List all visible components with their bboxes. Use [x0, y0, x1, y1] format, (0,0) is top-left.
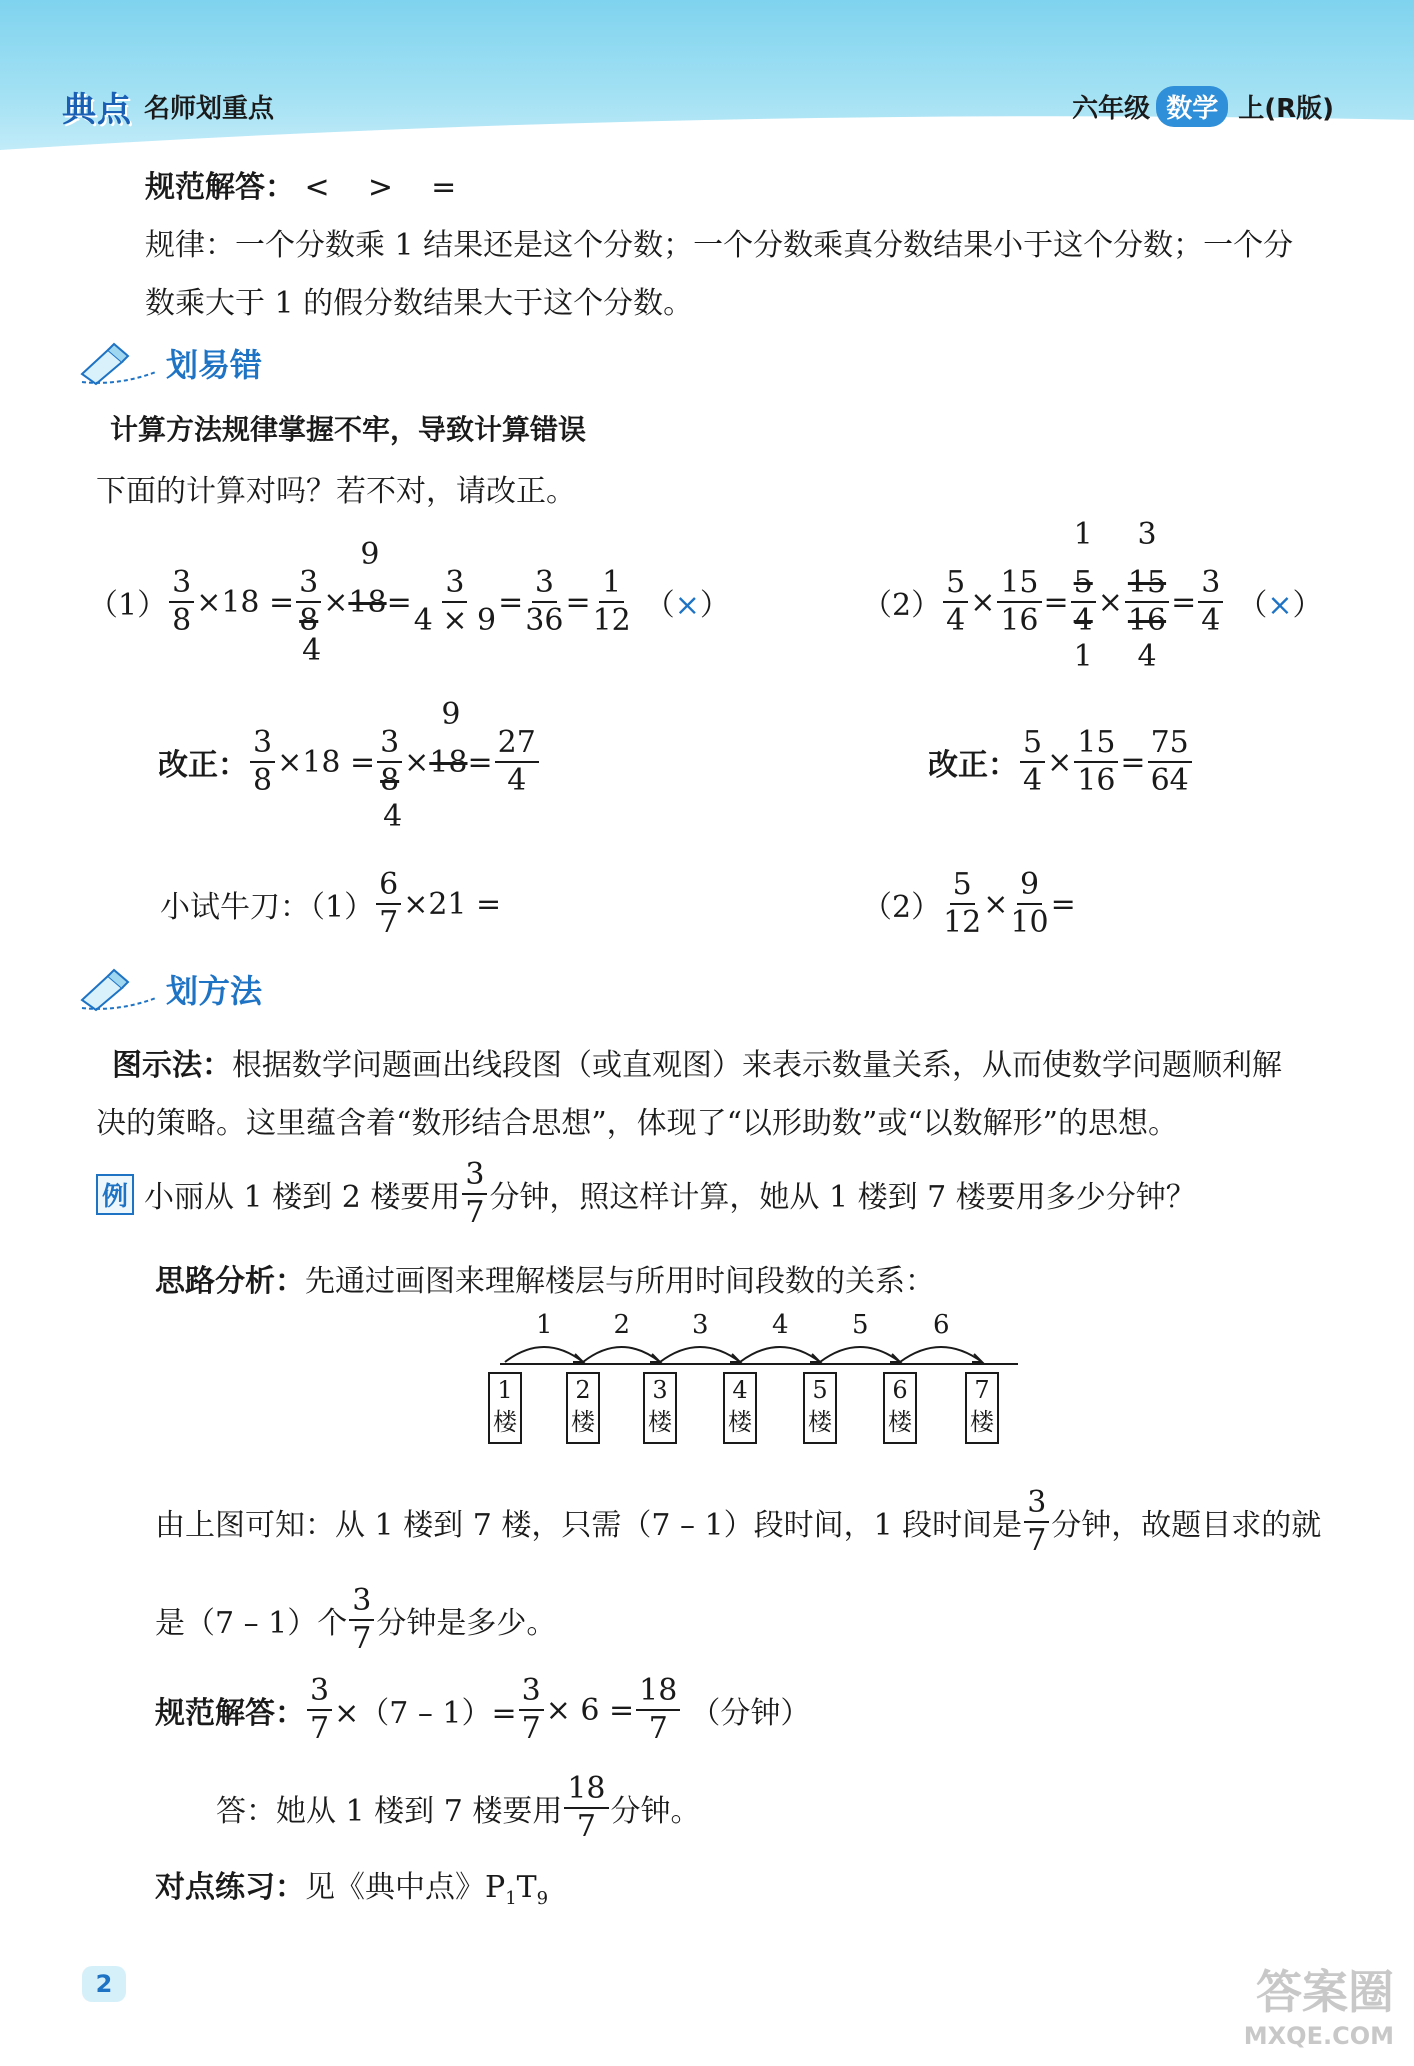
- cancel-top: 1: [1073, 517, 1093, 552]
- fix-label: 改正：: [158, 748, 248, 783]
- segment-arc: [900, 1347, 982, 1362]
- page-number: 2: [82, 1966, 126, 2002]
- cancel-top: 9: [441, 696, 461, 732]
- answer-label: 规范解答：: [145, 170, 295, 205]
- floor-box: [723, 1372, 757, 1444]
- fraction: $\frac{3}{4 \times 9}$: [413, 565, 497, 638]
- fraction: $\frac{5}{12}$: [943, 867, 982, 940]
- fraction: $\frac{3}{7}$: [307, 1676, 332, 1744]
- watermark: 答案圈 MXQE.COM: [1243, 1965, 1394, 2050]
- segment-arc: [505, 1347, 583, 1362]
- fraction: $\frac{15}{16}$: [997, 568, 1041, 636]
- cancel-bottom: 4: [383, 799, 403, 834]
- fraction: $\frac{3}{4}$: [1198, 568, 1223, 636]
- floor-number: 1: [497, 1376, 513, 1404]
- floor-box: [803, 1372, 837, 1444]
- fraction: $\frac{15}{16}$: [1074, 728, 1118, 796]
- floor-number: 4: [732, 1376, 748, 1404]
- practice-2: （2） $\frac{5}{12}$ × $\frac{9}{10}$ =: [862, 867, 1076, 940]
- cancel-top: 9: [360, 536, 380, 572]
- grade-text: 六年级: [1072, 94, 1151, 124]
- cancelled-number: 18 9: [429, 696, 468, 780]
- practice-reference: 对点练习：见《典中点》$P_1T_9$: [155, 1870, 549, 1909]
- cancel-top: 3: [1137, 517, 1157, 552]
- cancel-bottom: 4: [1137, 639, 1157, 674]
- cancel-bottom: 1: [1073, 639, 1093, 674]
- pencil-icon: [78, 964, 160, 1014]
- fraction: $\frac{75}{64}$: [1148, 728, 1192, 796]
- answer-symbols: < > =: [304, 170, 457, 205]
- segment-label: 4: [772, 1310, 789, 1340]
- floor-unit: 楼: [571, 1408, 595, 1436]
- error-section-title: 划易错: [166, 346, 263, 384]
- floor-box: [566, 1372, 600, 1444]
- segment-label: 1: [536, 1310, 553, 1340]
- segment-label: 3: [692, 1310, 709, 1340]
- analysis-label: 思路分析：: [155, 1264, 305, 1299]
- fraction: $\frac{3}{7}$: [519, 1676, 544, 1744]
- solution-line: 规范解答： $\frac{3}{7}$ ×（7 – 1）= $\frac{3}{7}$ × 6 = $\frac{18}{7}$ （分钟）: [155, 1673, 811, 1746]
- practice-1: 小试牛刀：（1） $\frac{6}{7}$ ×21 =: [160, 867, 502, 940]
- fraction-cancelled: 1 5 4 1: [1071, 568, 1096, 636]
- floor-unit: 楼: [808, 1408, 832, 1436]
- brand-logo: 典点: [62, 90, 132, 130]
- fraction: $\frac{27}{4}$: [495, 728, 539, 796]
- practice-2-label: （2）: [862, 890, 942, 925]
- problem-2: （2） $\frac{5}{4}$ × $\frac{15}{16}$ = 1 5 4 1 × 3 15 16 4 = $\frac{3}{4}$ （×）: [862, 517, 1323, 674]
- example-question: 例 小丽从 1 楼到 2 楼要用 $\frac{3}{7}$ 分钟，照这样计算，她从 1 楼到 7 楼要用多少分钟？: [96, 1160, 1196, 1228]
- problem-1-label: （1）: [88, 588, 168, 623]
- fraction: $\frac{1}{12}$: [592, 565, 631, 638]
- cancel-bottom: 4: [302, 633, 322, 668]
- floor-box: [965, 1372, 999, 1444]
- problem-2-label: （2）: [862, 588, 942, 623]
- fraction: $\frac{5}{4}$: [943, 568, 968, 636]
- fraction: $\frac{18}{7}$: [564, 1774, 608, 1842]
- fraction: $\frac{3}{36}$: [525, 565, 564, 638]
- edition-text: 上(R版): [1238, 94, 1334, 124]
- floor-unit: 楼: [970, 1408, 994, 1436]
- floor-number: 7: [974, 1376, 990, 1404]
- grade-label: [1072, 86, 1334, 127]
- subject-badge: 数学: [1156, 86, 1228, 127]
- method-line-2: 决的策略。这里蕴含着“数形结合思想”，体现了“以形助数”或“以数解形”的思想。: [96, 1106, 1179, 1141]
- segment-arcs: [505, 1347, 982, 1362]
- floor-unit: 楼: [728, 1408, 752, 1436]
- fix-1: 改正： $\frac{3}{8}$ ×18 = 3 8 4 × 18 9 = $\frac{27}{4}$: [158, 728, 541, 796]
- operator: ×: [323, 584, 349, 620]
- page-header: [0, 0, 1414, 170]
- method-label: 图示法：: [112, 1048, 232, 1083]
- segment-arc: [660, 1347, 740, 1362]
- floor-unit: 楼: [888, 1408, 912, 1436]
- fraction: $\frac{5}{4}$: [1020, 728, 1045, 796]
- wrong-mark: （×）: [1237, 588, 1323, 623]
- floor-unit: 楼: [493, 1408, 517, 1436]
- fraction-cancelled: 3 8 4: [377, 728, 402, 796]
- segment-label: 2: [613, 1310, 631, 1340]
- floor-number: 2: [575, 1376, 591, 1404]
- floor-number: 5: [812, 1376, 828, 1404]
- method-section-title: 划方法: [166, 972, 263, 1010]
- fraction-cancelled: 3 15 16 4: [1125, 568, 1169, 636]
- fraction: $\frac{3}{8}$: [250, 728, 275, 796]
- floor-unit: 楼: [648, 1408, 672, 1436]
- fraction-cancelled: 3 8 4: [296, 568, 321, 636]
- brand-name: 名师划重点: [144, 94, 275, 124]
- fraction: $\frac{6}{7}$: [376, 870, 401, 938]
- cancelled-number: 18 9: [348, 536, 387, 620]
- answer-line: 答：她从 1 楼到 7 楼要用 $\frac{18}{7}$ 分钟。: [216, 1771, 701, 1844]
- fraction: $\frac{3}{7}$: [349, 1586, 374, 1654]
- arrow-head: [972, 1354, 982, 1362]
- fraction: $\frac{9}{10}$: [1010, 867, 1049, 940]
- segment-arc: [583, 1347, 660, 1362]
- floor-number: 6: [892, 1376, 908, 1404]
- method-line-1: 图示法：根据数学问题画出线段图（或直观图）来表示数量关系，从而使数学问题顺利解: [112, 1048, 1282, 1083]
- intro-answer: [145, 162, 456, 206]
- error-question: 下面的计算对吗？若不对，请改正。: [96, 474, 576, 509]
- wrong-mark: （×）: [644, 588, 730, 623]
- rule-line-1: 规律：一个分数乘 1 结果还是这个分数；一个分数乘真分数结果小于这个分数；一个分: [145, 228, 1294, 263]
- fraction: $\frac{3}{8}$: [169, 568, 194, 636]
- fix-label: 改正：: [928, 748, 1018, 783]
- floor-number: 3: [652, 1376, 668, 1404]
- fix-2: 改正： $\frac{5}{4}$ × $\frac{15}{16}$ = $\frac{75}{64}$: [928, 728, 1194, 796]
- floor-box: [643, 1372, 677, 1444]
- reason-line-2: 是（7 – 1）个 $\frac{3}{7}$ 分钟是多少。: [155, 1583, 557, 1656]
- error-section-heading: [78, 338, 262, 388]
- method-section-heading: [78, 964, 262, 1014]
- floor-box: [883, 1372, 917, 1444]
- example-badge: 例: [96, 1174, 134, 1215]
- segment-arc: [740, 1347, 820, 1362]
- solution-label: 规范解答：: [155, 1696, 305, 1731]
- fraction: $\frac{3}{7}$: [1024, 1488, 1049, 1556]
- reason-line-1: 由上图可知：从 1 楼到 7 楼，只需（7 – 1）段时间，1 段时间是 $\frac{3}{7}$ 分钟，故题目求的就: [155, 1485, 1322, 1558]
- fraction: $\frac{18}{7}$: [636, 1676, 680, 1744]
- pencil-icon: [78, 338, 160, 388]
- fraction: $\frac{3}{7}$: [462, 1160, 487, 1228]
- segment-arc: [820, 1347, 900, 1362]
- practice-label: 小试牛刀：（1）: [160, 890, 375, 925]
- error-subtitle: 计算方法规律掌握不牢，导致计算错误: [110, 413, 587, 446]
- problem-1: （1） $\frac{3}{8}$ ×18 = 3 8 4 × 18 9 = $\frac{3}{4 \times 9}$ = $\frac{3}{36}$ = $\frac{1}{12}$ （×）: [88, 536, 730, 668]
- brand: [62, 82, 274, 131]
- segment-label: 5: [852, 1310, 869, 1340]
- rule-line-2: 数乘大于 1 的假分数结果大于这个分数。: [145, 286, 694, 321]
- operator: ×18 =: [196, 584, 295, 620]
- floor-box: [488, 1372, 522, 1444]
- practice-ref-label: 对点练习：: [155, 1870, 305, 1905]
- segment-label: 6: [933, 1310, 950, 1340]
- analysis-line: 思路分析：先通过画图来理解楼层与所用时间段数的关系：: [155, 1264, 935, 1299]
